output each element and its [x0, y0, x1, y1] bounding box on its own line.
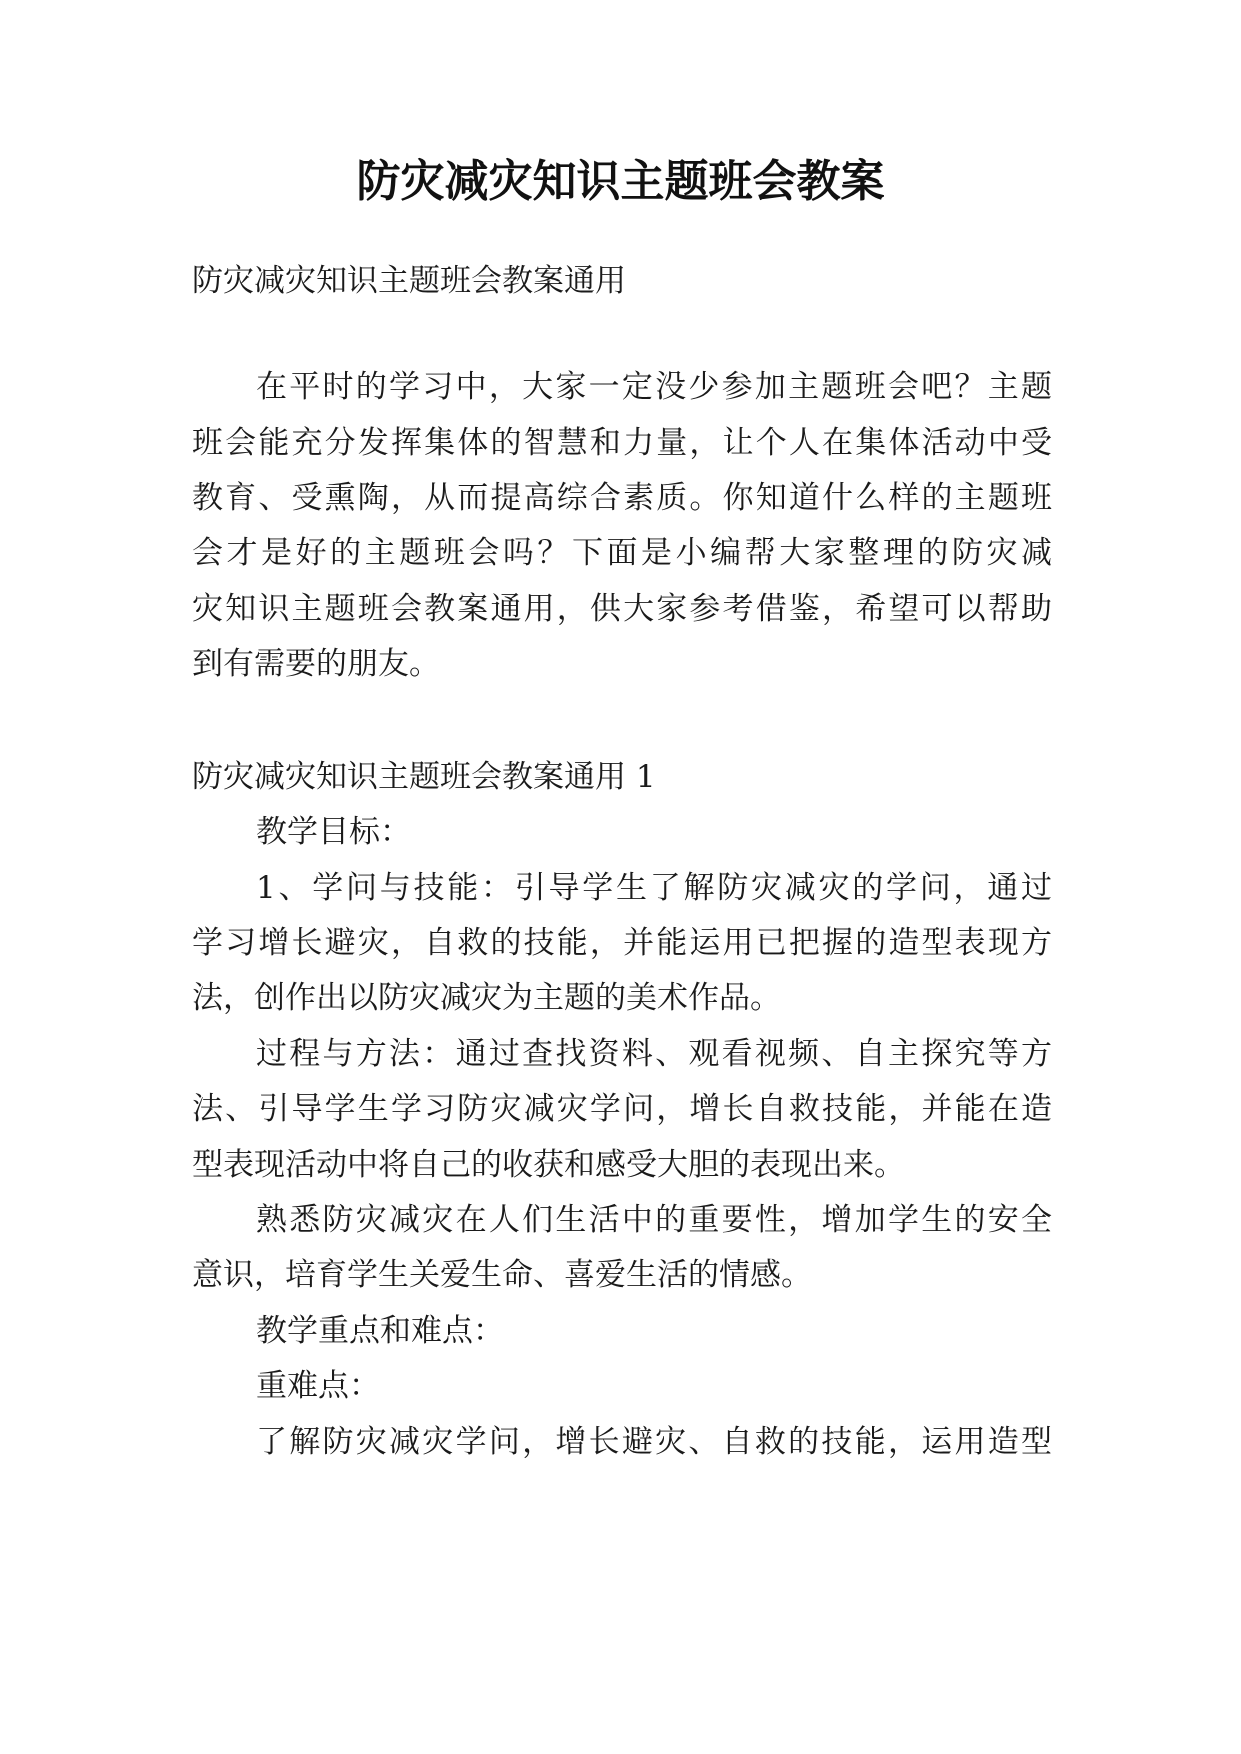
goal-1-line-3: 法，创作出以防灾减灾为主题的美术作品。 — [192, 980, 781, 1016]
key-points-label: 教学重点和难点： — [256, 1313, 504, 1349]
difficulty-label: 重难点： — [256, 1368, 380, 1404]
section-heading: 防灾减灾知识主题班会教案通用 1 — [192, 759, 656, 795]
process-line-3: 型表现活动中将自己的收获和感受大胆的表现出来。 — [192, 1147, 905, 1183]
difficulty-line: 了解防灾减灾学问，增长避灾、自救的技能，运用造型 — [256, 1424, 1052, 1460]
intro-line-4: 会才是好的主题班会吗？下面是小编帮大家整理的防灾减 — [192, 535, 1052, 571]
document-title: 防灾减灾知识主题班会教案 — [356, 156, 885, 207]
document-subtitle: 防灾减灾知识主题班会教案通用 — [192, 263, 626, 299]
intro-line-3: 教育、受熏陶，从而提高综合素质。你知道什么样的主题班 — [192, 480, 1052, 516]
intro-line-6: 到有需要的朋友。 — [192, 646, 440, 682]
intro-line-2: 班会能充分发挥集体的智慧和力量，让个人在集体活动中受 — [192, 425, 1052, 461]
goal-1-line-1: 1、学问与技能：引导学生了解防灾减灾的学问，通过 — [256, 870, 1052, 906]
goal-1-line-2: 学习增长避灾，自救的技能，并能运用已把握的造型表现方 — [192, 925, 1052, 961]
emotion-line-2: 意识，培育学生关爱生命、喜爱生活的情感。 — [192, 1257, 812, 1293]
intro-line-5: 灾知识主题班会教案通用，供大家参考借鉴，希望可以帮助 — [192, 591, 1052, 627]
process-line-2: 法、引导学生学习防灾减灾学问，增长自救技能，并能在造 — [192, 1091, 1052, 1127]
process-line-1: 过程与方法：通过查找资料、观看视频、自主探究等方 — [256, 1036, 1052, 1072]
intro-line-1: 在平时的学习中，大家一定没少参加主题班会吧？主题 — [256, 369, 1052, 405]
emotion-line-1: 熟悉防灾减灾在人们生活中的重要性，增加学生的安全 — [256, 1202, 1052, 1238]
teaching-goal-label: 教学目标： — [256, 814, 411, 850]
